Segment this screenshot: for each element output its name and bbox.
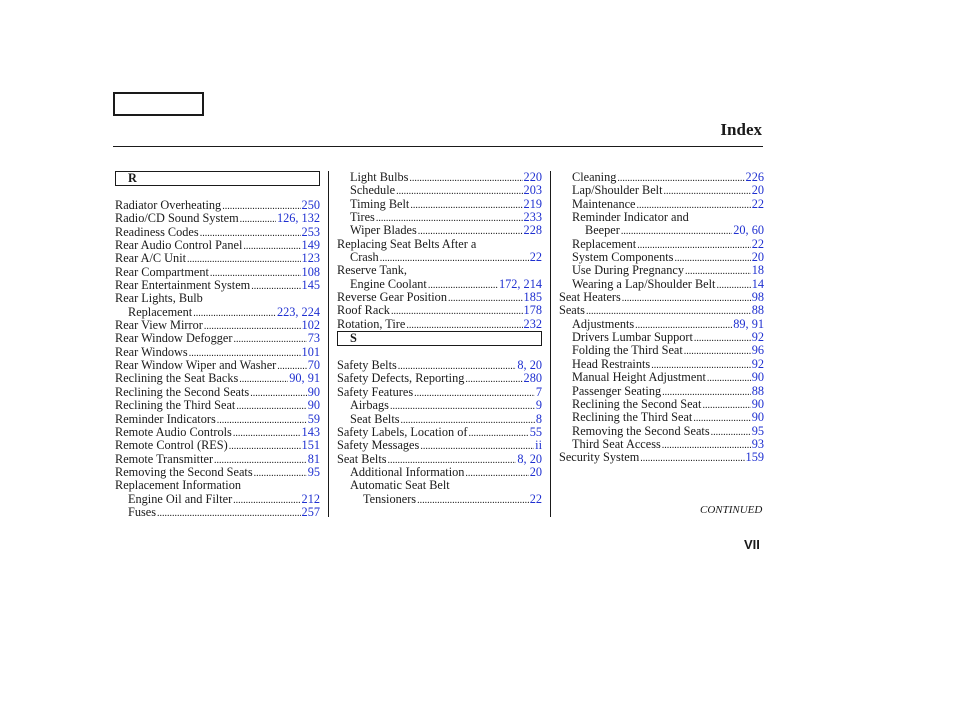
header-rule xyxy=(113,146,763,147)
index-entry xyxy=(559,304,764,317)
page-reference-link[interactable]: 93 xyxy=(751,436,764,451)
index-entry-term: Rear Audio Control Panel xyxy=(115,238,243,253)
index-entry-term: Engine Coolant xyxy=(350,276,427,291)
index-entry-term: Rear Window Defogger xyxy=(115,331,233,346)
index-entry xyxy=(115,399,320,412)
page-reference-link[interactable]: 20 xyxy=(751,250,764,265)
page-reference-link[interactable]: 92 xyxy=(751,356,764,371)
leader-dots xyxy=(414,386,535,400)
page-reference-link[interactable]: 20 xyxy=(529,464,542,479)
page-reference-link[interactable]: 223, 224 xyxy=(276,304,320,319)
index-entry-term: Light Bulbs xyxy=(350,170,409,184)
section-tab-box xyxy=(113,92,204,116)
leader-dots xyxy=(694,331,751,345)
page-reference-link[interactable]: 203 xyxy=(523,183,542,198)
index-entry-term: Engine Oil and Filter xyxy=(128,491,233,506)
leader-dots xyxy=(250,386,306,400)
page-reference-link[interactable]: 151 xyxy=(301,438,320,453)
leader-dots xyxy=(240,212,276,226)
leader-dots xyxy=(390,399,535,413)
index-entry-term: Radiator Overheating xyxy=(115,198,222,212)
index-entry xyxy=(337,399,542,412)
index-entry xyxy=(559,238,764,251)
page-reference-link[interactable]: 92 xyxy=(751,330,764,345)
page-reference-link[interactable]: 81 xyxy=(307,451,320,466)
index-entry-term: Seats xyxy=(559,303,585,318)
leader-dots xyxy=(707,371,751,385)
index-entry xyxy=(559,344,764,357)
leader-dots xyxy=(410,198,522,212)
leader-dots xyxy=(640,451,744,465)
index-entry xyxy=(559,318,764,331)
index-entry xyxy=(559,264,764,277)
index-entry-term: Rear Compartment xyxy=(115,264,209,279)
index-entry-term: Readiness Codes xyxy=(115,224,199,239)
page-reference-link[interactable]: 228 xyxy=(523,223,542,238)
index-entry-term: Replacement xyxy=(128,304,193,319)
index-entry-term: Safety Labels, Location of xyxy=(337,424,468,439)
index-entry xyxy=(115,252,320,265)
leader-dots xyxy=(417,493,529,507)
index-entry-term: Rear A/C Unit xyxy=(115,251,187,266)
index-entry xyxy=(337,493,542,506)
index-entry-term: Removing the Second Seats xyxy=(572,423,710,438)
page-reference-link[interactable]: 98 xyxy=(751,290,764,305)
page-reference-link[interactable]: 90 xyxy=(751,410,764,425)
index-column-2 xyxy=(337,171,542,506)
index-entry xyxy=(559,291,764,304)
index-entry xyxy=(559,251,764,264)
leader-dots xyxy=(674,251,750,265)
index-entry xyxy=(559,425,764,438)
index-entry xyxy=(337,291,542,304)
index-entry xyxy=(115,292,320,305)
page-reference-link[interactable]: 143 xyxy=(301,424,320,439)
index-entry-term: Use During Pregnancy xyxy=(572,263,685,278)
leader-dots xyxy=(391,304,523,318)
index-entry xyxy=(559,211,764,224)
index-entry xyxy=(559,224,764,237)
index-entry-term: Lap/Shoulder Belt xyxy=(572,183,663,198)
page-reference-link[interactable]: 7 xyxy=(535,384,542,399)
index-entry xyxy=(115,306,320,319)
index-entry xyxy=(337,171,542,184)
index-entry-term: Manual Height Adjustment xyxy=(572,370,706,385)
page-reference-link[interactable]: 20 xyxy=(751,183,764,198)
page-reference-link[interactable]: 185 xyxy=(523,290,542,305)
index-entry xyxy=(337,386,542,399)
column-divider xyxy=(550,171,551,517)
page-reference-link[interactable]: 149 xyxy=(301,238,320,253)
index-entry-term: Reminder Indicators xyxy=(115,411,216,426)
page-reference-link[interactable]: 159 xyxy=(745,450,764,465)
page-reference-link[interactable]: 219 xyxy=(523,196,542,211)
page-reference-link[interactable]: 253 xyxy=(301,224,320,239)
leader-dots xyxy=(157,506,301,520)
index-entry-term: Wearing a Lap/Shoulder Belt xyxy=(572,276,716,291)
page-reference-link[interactable]: 22 xyxy=(529,491,542,506)
page-reference-link[interactable]: 257 xyxy=(301,504,320,519)
section-letter-header: R xyxy=(115,171,320,186)
page-reference-link[interactable]: 95 xyxy=(751,423,764,438)
leader-dots xyxy=(233,426,301,440)
index-column-3 xyxy=(559,171,764,465)
leader-dots xyxy=(622,291,751,305)
index-entry-term: Airbags xyxy=(350,398,389,413)
page-reference-link[interactable]: 59 xyxy=(307,411,320,426)
leader-dots xyxy=(621,224,732,238)
index-entry-term: Reverse Gear Position xyxy=(337,290,447,305)
index-entry-term: Passenger Seating xyxy=(572,383,662,398)
index-entry-term: Removing the Second Seats xyxy=(115,464,253,479)
page-reference-link[interactable]: 212 xyxy=(301,491,320,506)
index-entry-term: Rear Window Wiper and Washer xyxy=(115,358,277,373)
leader-dots xyxy=(468,426,528,440)
index-entry-term: Remote Audio Controls xyxy=(115,424,232,439)
index-entry xyxy=(115,386,320,399)
page-reference-link[interactable]: 90, 91 xyxy=(289,371,320,386)
index-entry xyxy=(115,332,320,345)
page-reference-link[interactable]: 90 xyxy=(307,398,320,413)
index-entry-term: Safety Features xyxy=(337,384,414,399)
index-entry-term: Rear Lights, Bulb xyxy=(115,291,203,306)
page-number: VII xyxy=(744,537,760,552)
index-entry xyxy=(559,411,764,424)
page-reference-link[interactable]: 20, 60 xyxy=(733,223,764,238)
index-entry-term: Reclining the Third Seat xyxy=(115,398,236,413)
index-entry xyxy=(559,358,764,371)
continued-label: CONTINUED xyxy=(700,504,763,516)
index-entry xyxy=(337,453,542,466)
section-letter-header: S xyxy=(337,331,542,346)
index-entry-term: Remote Control (RES) xyxy=(115,438,228,453)
index-entry-term: Seat Belts xyxy=(350,411,400,426)
index-entry-term: Remote Transmitter xyxy=(115,451,214,466)
index-entry xyxy=(337,238,542,251)
leader-dots xyxy=(251,279,300,293)
index-entry xyxy=(337,413,542,426)
index-entry xyxy=(337,372,542,385)
index-entry xyxy=(115,319,320,332)
page-reference-link[interactable]: 9 xyxy=(535,398,542,413)
index-entry-term: Radio/CD Sound System xyxy=(115,211,239,226)
index-entry-term: Replacement xyxy=(572,236,637,251)
index-entry xyxy=(337,426,542,439)
index-entry xyxy=(559,385,764,398)
leader-dots xyxy=(702,398,750,412)
index-entry xyxy=(115,372,320,385)
page-reference-link[interactable]: 8 xyxy=(535,411,542,426)
leader-dots xyxy=(236,399,306,413)
index-entry-term: Replacing Seat Belts After a xyxy=(337,236,477,251)
index-entry-term: Rear View Mirror xyxy=(115,318,203,333)
index-entry xyxy=(337,198,542,211)
leader-dots xyxy=(409,171,522,185)
page-reference-link[interactable]: 70 xyxy=(307,358,320,373)
index-entry-term: Reclining the Third Seat xyxy=(572,410,693,425)
index-entry-term: Timing Belt xyxy=(350,196,410,211)
page-reference-link[interactable]: 101 xyxy=(301,344,320,359)
page-reference-link[interactable]: 126, 132 xyxy=(276,211,320,226)
index-entry xyxy=(337,304,542,317)
index-entry-term: Adjustments xyxy=(572,316,635,331)
index-entry-term: Third Seat Access xyxy=(572,436,661,451)
page-reference-link[interactable]: 95 xyxy=(307,464,320,479)
page-reference-link[interactable]: 8, 20 xyxy=(517,358,542,373)
index-entry-term: Safety Defects, Reporting xyxy=(337,371,465,386)
leader-dots xyxy=(396,184,522,198)
index-entry-term: Reclining the Second Seat xyxy=(572,396,702,411)
page-reference-link[interactable]: 22 xyxy=(751,236,764,251)
page-reference-link[interactable]: 88 xyxy=(751,303,764,318)
index-entry xyxy=(115,493,320,506)
index-entry xyxy=(115,466,320,479)
index-entry xyxy=(115,226,320,239)
index-entry-term: Rotation, Tire xyxy=(337,316,406,331)
index-entry xyxy=(115,479,320,492)
index-entry-term: Folding the Third Seat xyxy=(572,343,683,358)
index-entry xyxy=(337,264,542,277)
page-reference-link[interactable]: 145 xyxy=(301,278,320,293)
leader-dots xyxy=(193,306,276,320)
index-entry-term: Drivers Lumbar Support xyxy=(572,330,693,345)
index-entry-term: Tensioners xyxy=(363,491,417,506)
page-reference-link[interactable]: 96 xyxy=(751,343,764,358)
index-entry xyxy=(337,359,542,372)
index-entry-term: Security System xyxy=(559,450,640,465)
page-reference-link[interactable]: 14 xyxy=(751,276,764,291)
column-divider xyxy=(328,171,329,517)
index-entry xyxy=(337,479,542,492)
index-entry-term: Safety Belts xyxy=(337,358,397,373)
page-reference-link[interactable]: 90 xyxy=(307,384,320,399)
index-entry xyxy=(559,331,764,344)
index-entry-term: Rear Entertainment System xyxy=(115,278,251,293)
page-reference-link[interactable]: 8, 20 xyxy=(517,451,542,466)
page-reference-link[interactable]: 108 xyxy=(301,264,320,279)
page-reference-link[interactable]: 172, 214 xyxy=(498,276,542,291)
index-entry xyxy=(115,426,320,439)
leader-dots xyxy=(233,493,300,507)
index-entry-term: Reserve Tank, xyxy=(337,263,407,278)
index-entry xyxy=(337,184,542,197)
index-entry xyxy=(559,171,764,184)
index-entry-term: Beeper xyxy=(585,223,620,238)
leader-dots xyxy=(664,184,751,198)
index-entry-term: Wiper Blades xyxy=(350,223,417,238)
page-reference-link[interactable]: 232 xyxy=(523,316,542,331)
index-entry xyxy=(559,198,764,211)
page-reference-link[interactable]: 178 xyxy=(523,303,542,318)
index-entry xyxy=(115,439,320,452)
page-reference-link[interactable]: 226 xyxy=(745,170,764,184)
index-entry-term: Automatic Seat Belt xyxy=(350,478,450,493)
index-entry-term: Reminder Indicator and xyxy=(572,210,689,225)
index-entry-term: Roof Rack xyxy=(337,303,390,318)
index-entry-term: Seat Belts xyxy=(337,451,387,466)
index-entry-term: Reclining the Seat Backs xyxy=(115,371,239,386)
leader-dots xyxy=(711,425,751,439)
page-reference-link[interactable]: 123 xyxy=(301,251,320,266)
page-reference-link[interactable]: 73 xyxy=(307,331,320,346)
page-reference-link[interactable]: 90 xyxy=(751,396,764,411)
index-entry xyxy=(337,251,542,264)
index-entry xyxy=(115,346,320,359)
index-entry xyxy=(337,278,542,291)
index-entry xyxy=(559,398,764,411)
index-entry xyxy=(115,359,320,372)
leader-dots xyxy=(662,438,751,452)
index-entry xyxy=(559,371,764,384)
leader-dots xyxy=(684,344,751,358)
leader-dots xyxy=(229,439,301,453)
index-entry xyxy=(115,239,320,252)
page-title: Index xyxy=(720,120,762,139)
index-entry xyxy=(337,224,542,237)
leader-dots xyxy=(233,332,306,346)
page-reference-link[interactable]: 22 xyxy=(751,196,764,211)
page-reference-link[interactable]: 280 xyxy=(523,371,542,386)
index-entry xyxy=(337,466,542,479)
page-reference-link[interactable]: 90 xyxy=(751,370,764,385)
index-entry xyxy=(115,266,320,279)
index-entry-term: Crash xyxy=(350,250,379,265)
page-reference-link[interactable]: 89, 91 xyxy=(733,316,764,331)
page-reference-link[interactable]: 55 xyxy=(529,424,542,439)
index-entry xyxy=(115,453,320,466)
index-entry-term: System Components xyxy=(572,250,674,265)
index-entry-term: Tires xyxy=(350,210,375,225)
index-entry xyxy=(115,506,320,519)
index-entry-term: Safety Messages xyxy=(337,438,420,453)
index-entry xyxy=(115,212,320,225)
index-entry xyxy=(337,318,542,331)
index-entry xyxy=(115,279,320,292)
leader-dots xyxy=(243,239,300,253)
page-reference-link[interactable]: 233 xyxy=(523,210,542,225)
index-column-1 xyxy=(115,171,320,519)
leader-dots xyxy=(716,278,750,292)
leader-dots xyxy=(465,372,522,386)
index-entry-term: Cleaning xyxy=(572,170,617,184)
index-entry xyxy=(115,199,320,212)
index-entry xyxy=(559,451,764,464)
index-entry-term: Replacement Information xyxy=(115,478,241,493)
index-entry-term: Additional Information xyxy=(350,464,465,479)
index-entry-term: Fuses xyxy=(128,504,157,519)
index-entry-term: Schedule xyxy=(350,183,396,198)
leader-dots xyxy=(448,291,523,305)
index-entry-term: Rear Windows xyxy=(115,344,188,359)
index-entry xyxy=(559,278,764,291)
page-reference-link[interactable]: ii xyxy=(535,438,542,453)
page-reference-link[interactable]: 22 xyxy=(529,250,542,265)
index-entry xyxy=(337,211,542,224)
index-entry xyxy=(337,439,542,452)
index-entry xyxy=(115,413,320,426)
index-entry xyxy=(559,184,764,197)
index-entry-term: Seat Heaters xyxy=(559,290,621,305)
leader-dots xyxy=(254,466,307,480)
page-reference-link[interactable]: 102 xyxy=(301,318,320,333)
page-reference-link[interactable]: 220 xyxy=(523,170,542,184)
index-entry-term: Maintenance xyxy=(572,196,636,211)
index-entry-term: Head Restraints xyxy=(572,356,651,371)
page-reference-link[interactable]: 88 xyxy=(751,383,764,398)
index-entry xyxy=(559,438,764,451)
page-reference-link[interactable]: 250 xyxy=(301,198,320,212)
index-entry-term: Reclining the Second Seats xyxy=(115,384,250,399)
page-reference-link[interactable]: 18 xyxy=(751,263,764,278)
leader-dots xyxy=(406,318,522,332)
leader-dots xyxy=(465,466,528,480)
